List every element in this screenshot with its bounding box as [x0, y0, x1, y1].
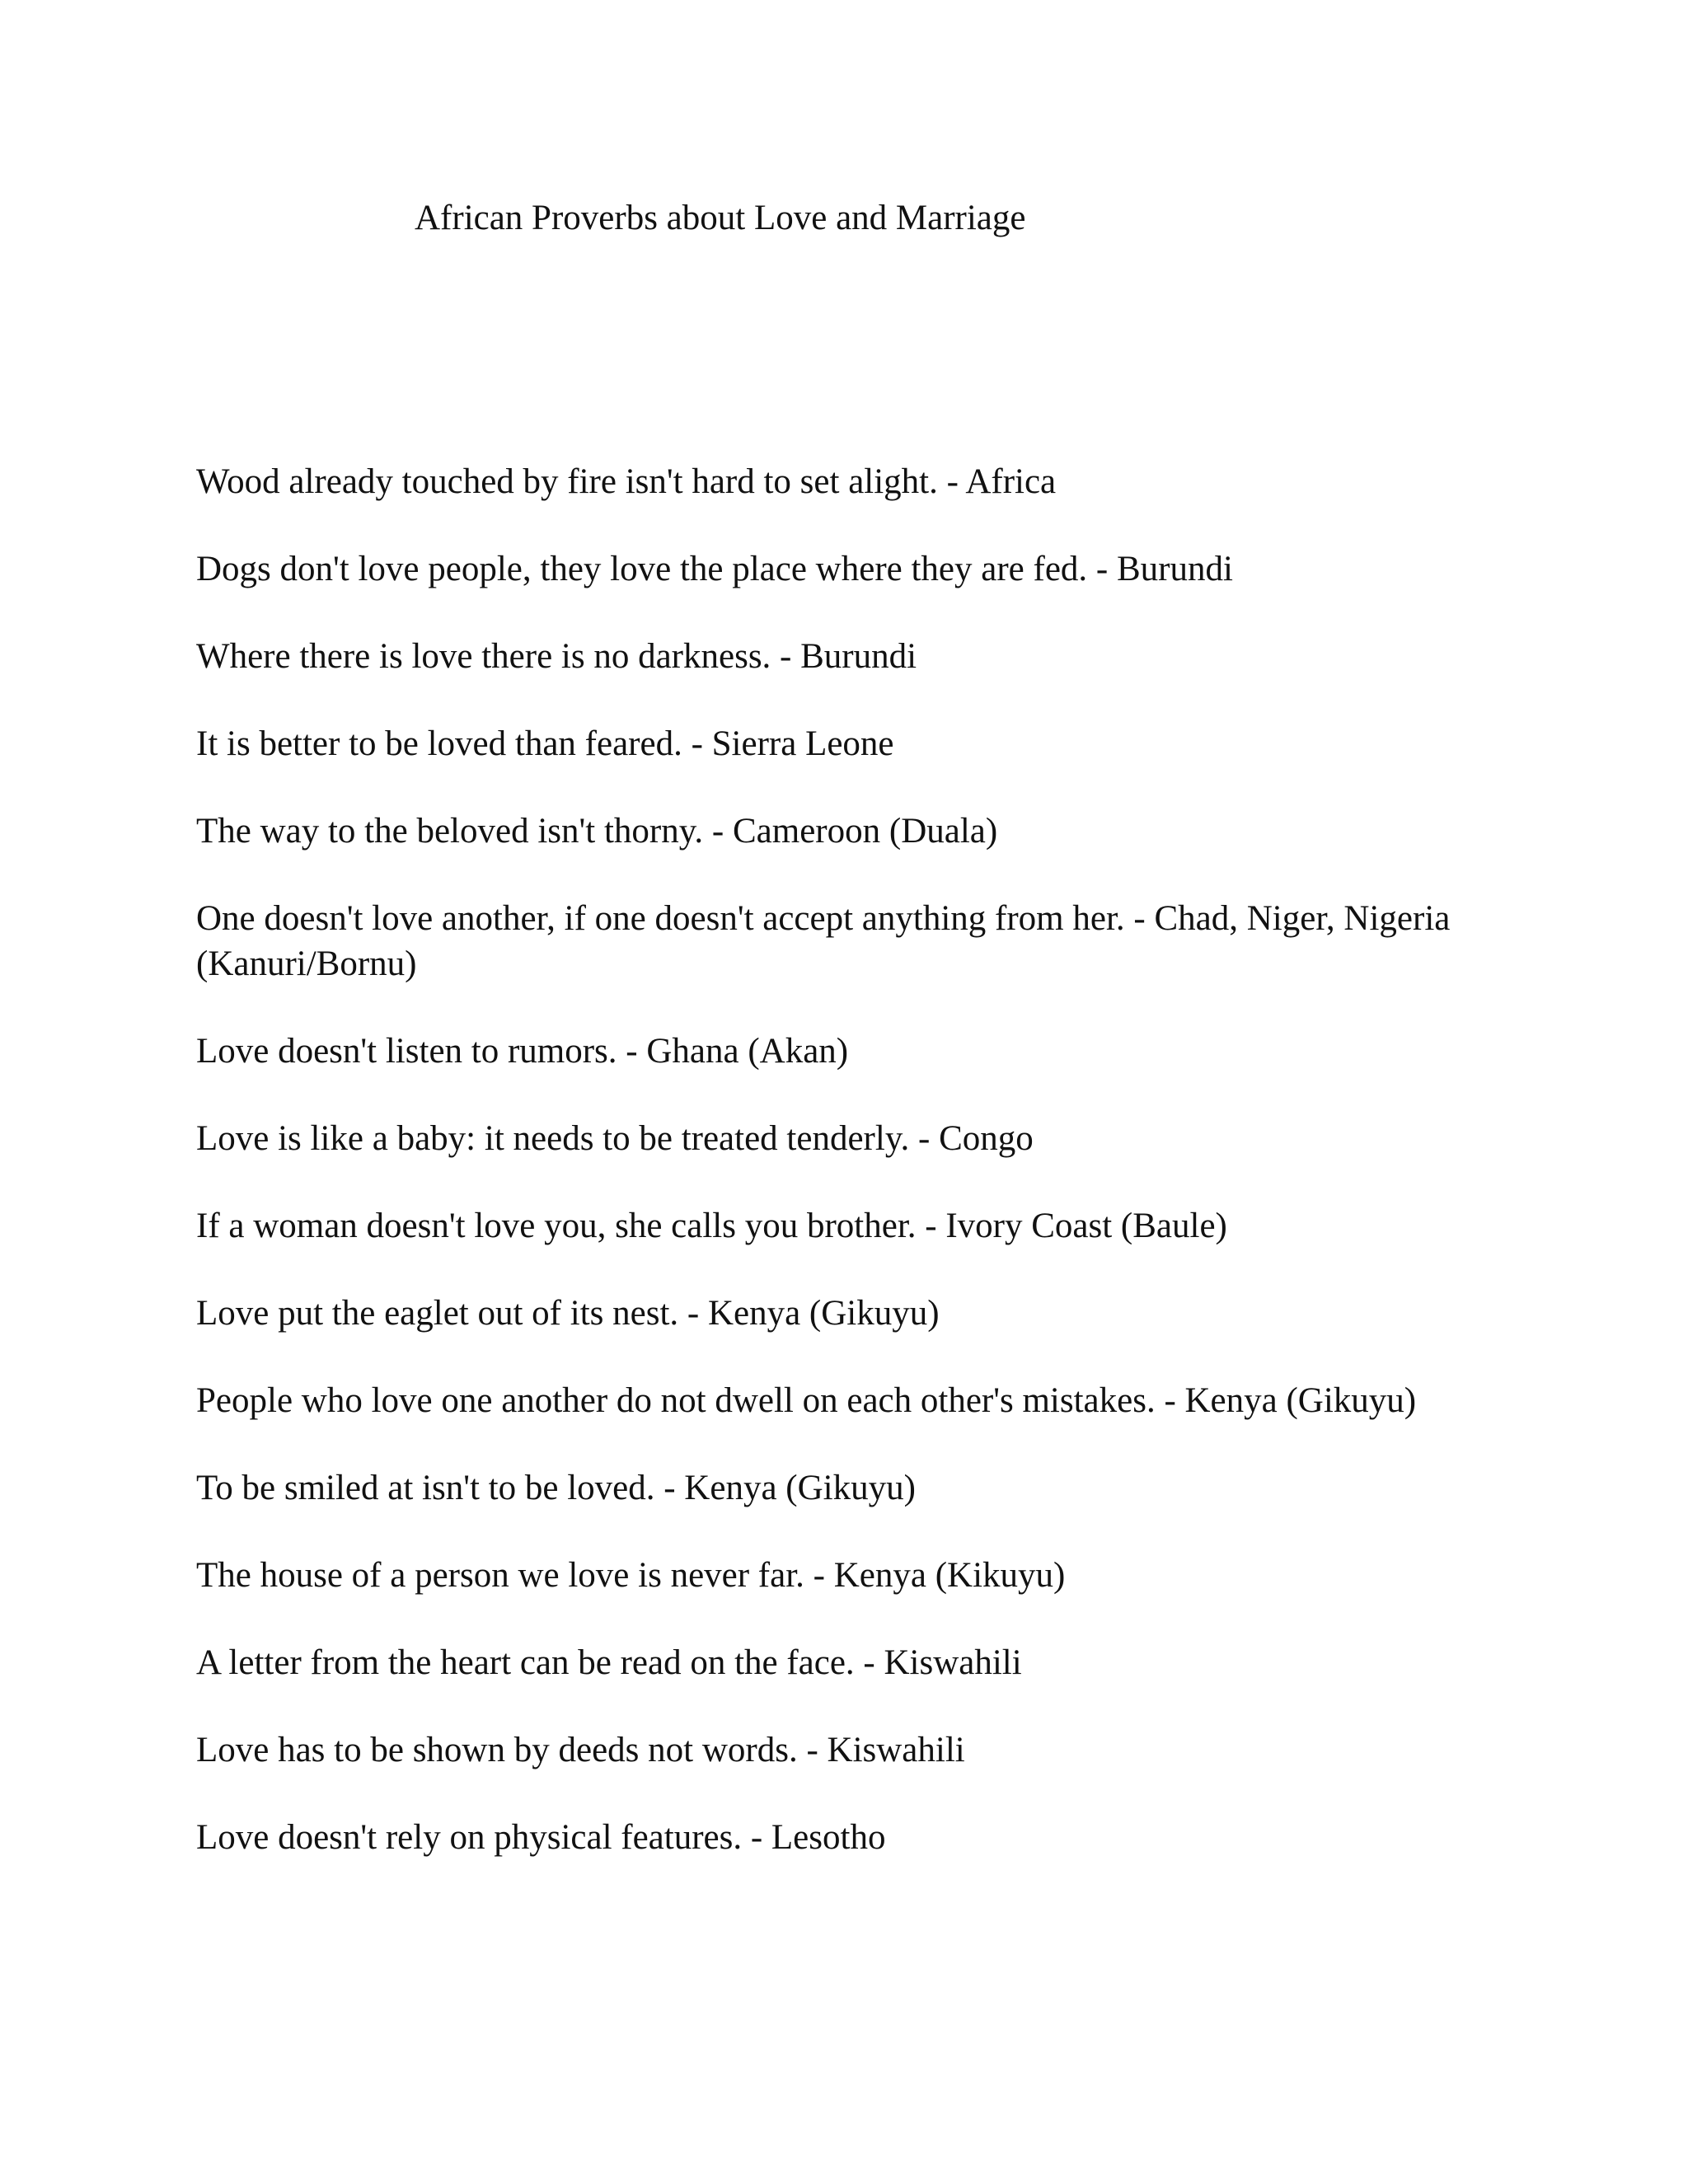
document-title: African Proverbs about Love and Marriage	[415, 199, 1026, 237]
proverb-item: A letter from the heart can be read on the face. - Kiswahili	[196, 1643, 1022, 1682]
proverb-item: Where there is love there is no darkness. - Burundi	[196, 637, 917, 676]
proverb-item: It is better to be loved than feared. - Sierra Leone	[196, 724, 894, 763]
proverb-item: The house of a person we love is never far. - Kenya (Kikuyu)	[196, 1556, 1066, 1595]
proverb-item: Love put the eaglet out of its nest. - Kenya (Gikuyu)	[196, 1294, 940, 1333]
proverb-item: Dogs don't love people, they love the place where they are fed. - Burundi	[196, 550, 1233, 588]
proverb-item: Wood already touched by fire isn't hard to set alight. - Africa	[196, 462, 1057, 501]
proverb-item: One doesn't love another, if one doesn't accept anything from her. - Chad, Niger, Nigeria (Kanuri/Bornu)	[196, 899, 1451, 983]
proverb-list	[196, 459, 1482, 1902]
proverb-item: Love has to be shown by deeds not words. - Kiswahili	[196, 1731, 965, 1769]
proverb-item: People who love one another do not dwell on each other's mistakes. - Kenya (Gikuyu)	[196, 1381, 1417, 1420]
proverb-item: Love doesn't listen to rumors. - Ghana (Akan)	[196, 1032, 849, 1071]
proverb-item: Love is like a baby: it needs to be treated tenderly. - Congo	[196, 1119, 1034, 1158]
proverb-item: If a woman doesn't love you, she calls you brother. - Ivory Coast (Baule)	[196, 1207, 1227, 1245]
proverb-item: To be smiled at isn't to be loved. - Kenya (Gikuyu)	[196, 1469, 916, 1507]
proverb-item: Love doesn't rely on physical features. - Lesotho	[196, 1818, 886, 1857]
proverb-item: The way to the beloved isn't thorny. - Cameroon (Duala)	[196, 812, 998, 851]
